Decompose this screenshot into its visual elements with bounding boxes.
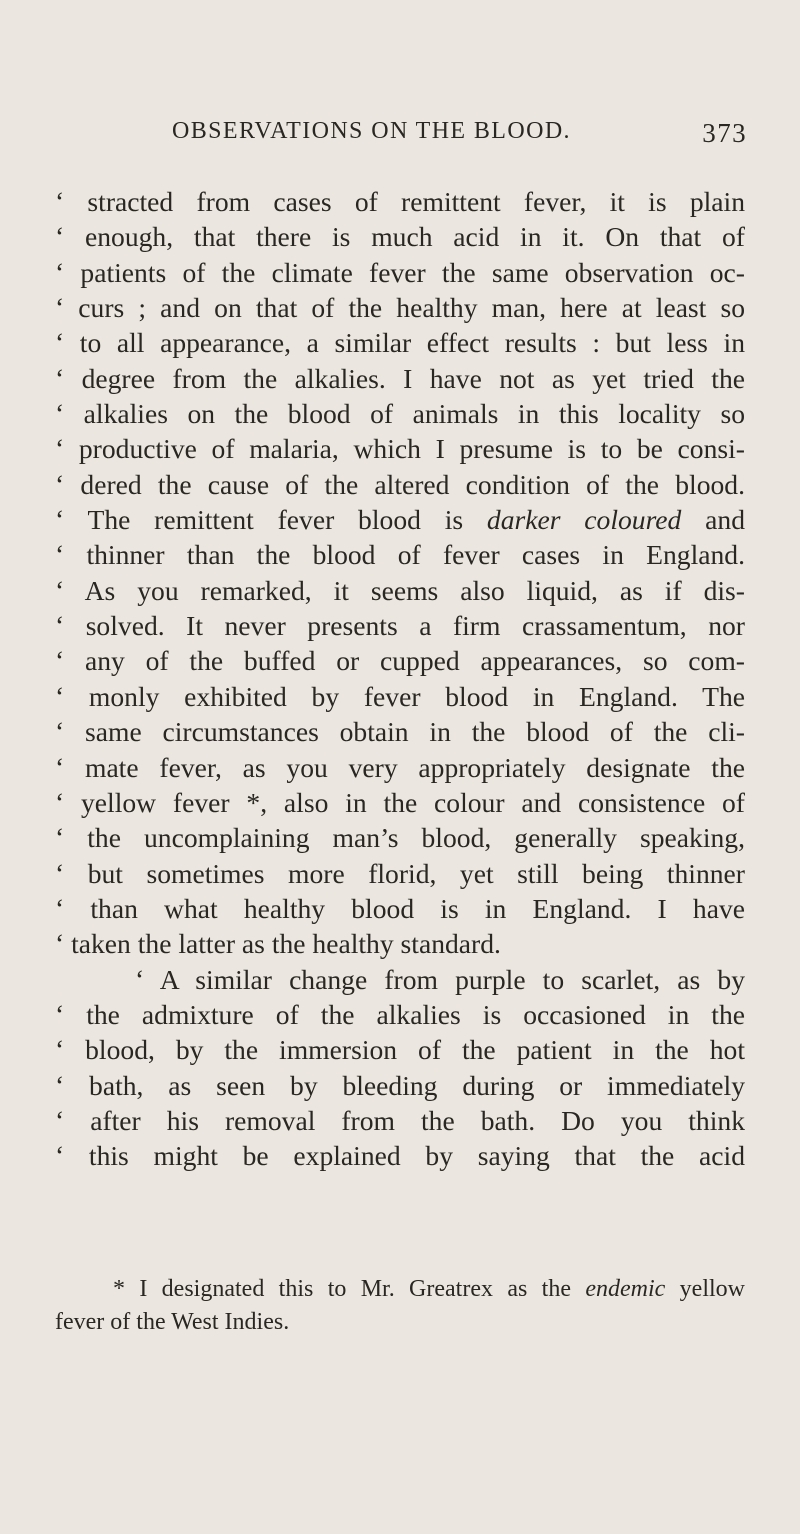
text-line: ‘ taken the latter as the healthy standard. [55, 928, 501, 960]
footnote [55, 1273, 745, 1339]
text-line: ‘ enough, that there is much acid in it. On that of [55, 221, 745, 253]
text-line: ‘ dered the cause of the altered condition of the blood. [55, 468, 745, 500]
text-line: ‘ same circumstances obtain in the blood of the cli- [55, 716, 745, 748]
text-line: ‘ than what healthy blood is in England. I have [55, 892, 745, 924]
text-line: ‘ alkalies on the blood of animals in this locality so [55, 398, 745, 430]
text-line: ‘ but sometimes more florid, yet still being thinner [55, 857, 745, 889]
text-line: ‘ bath, as seen by bleeding during or immediately [55, 1069, 745, 1101]
text-line: ‘ patients of the climate fever the same observation oc- [55, 256, 745, 288]
text-line: ‘ stracted from cases of remittent fever, it is plain [55, 186, 745, 217]
text-line: ‘ curs ; and on that of the healthy man, here at least so [55, 292, 745, 324]
text-line: ‘ A similar change from purple to scarlet, as by [135, 963, 745, 995]
footnote-line: * I designated this to Mr. Greatrex as the endemic yellow [113, 1276, 745, 1302]
text-line: ‘ productive of malaria, which I presume is to be consi- [55, 433, 745, 465]
text-line: ‘ blood, by the immersion of the patient in the hot [55, 1034, 745, 1066]
italic-text: endemic [585, 1276, 666, 1302]
text-line: ‘ mate fever, as you very appropriately designate the [55, 751, 745, 783]
text-line: ‘ the uncomplaining man’s blood, generally speaking, [55, 822, 745, 854]
text-line: ‘ degree from the alkalies. I have not as yet tried the [55, 362, 745, 394]
text-line: ‘ As you remarked, it seems also liquid, as if dis- [55, 574, 745, 606]
text-line: ‘ after his removal from the bath. Do you think [55, 1104, 745, 1136]
text-line: ‘ thinner than the blood of fever cases in England. [55, 539, 745, 571]
running-head: OBSERVATIONS ON THE BLOOD. [172, 118, 571, 144]
text-line: ‘ solved. It never presents a firm crassamentum, nor [55, 610, 745, 642]
italic-text: darker coloured [486, 504, 682, 536]
text-line: ‘ this might be explained by saying that the acid [55, 1140, 745, 1172]
text-line: ‘ yellow fever *, also in the colour and consistence of [55, 786, 745, 818]
text-line: ‘ monly exhibited by fever blood in England. The [55, 680, 745, 712]
page-number: 373 [702, 118, 747, 148]
page-header [172, 118, 747, 158]
footnote-line: fever of the West Indies. [55, 1309, 290, 1335]
text-line: ‘ The remittent fever blood is darker coloured and [55, 504, 745, 536]
text-line: ‘ the admixture of the alkalies is occasioned in the [55, 998, 745, 1030]
text-line: ‘ to all appearance, a similar effect results : but less in [55, 327, 745, 359]
text-line: ‘ any of the buffed or cupped appearances, so com- [55, 645, 745, 677]
body-text [55, 184, 745, 1174]
